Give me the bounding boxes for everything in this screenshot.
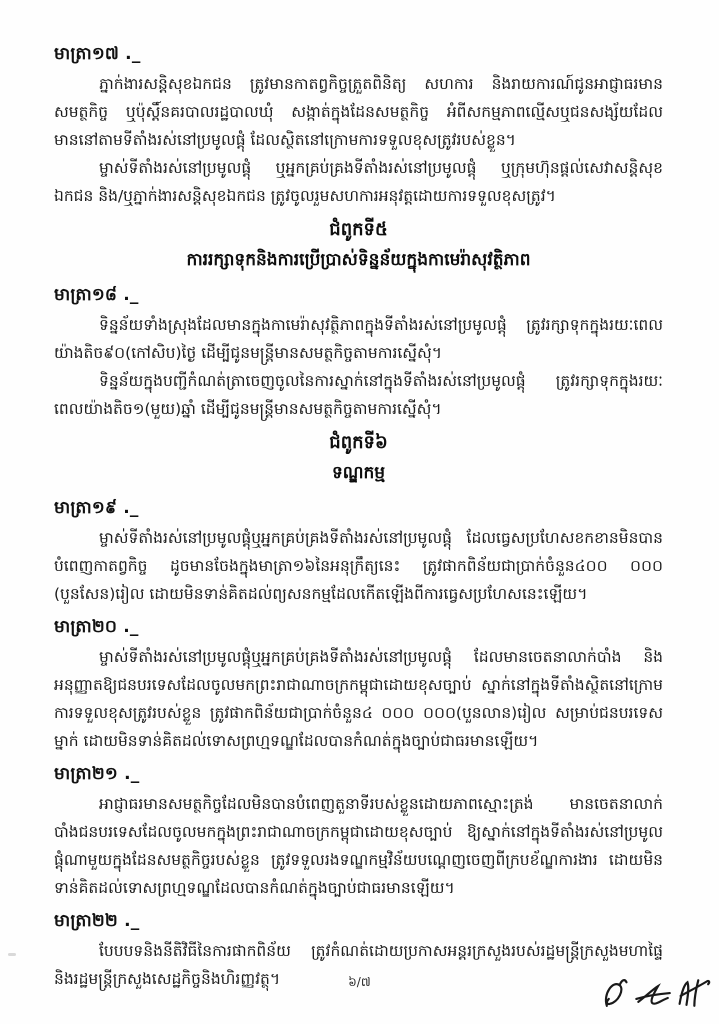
chapter-5-subtitle: ការរក្សាទុកនិងការប្រើប្រាស់ទិន្នន័យក្នុងកាមេរ៉ាសុវត្ថិភាព xyxy=(186,250,531,270)
article-17-paragraph-1: ភ្នាក់ងារសន្តិសុខឯកជន ត្រូវមានកាតព្វកិច្ចត្រួតពិនិត្យ សហការ និងរាយការណ៍ជូនអាជ្ញាធរមានសមត្ថកិច្ច ឬប៉ុស្តិ៍នគរបាលរដ្ឋបាលឃុំ សង្កាត់ក្នុងដែនសមត្ថកិច្ច អំពីសកម្មភាពល្មើសឬជនសង្ស័យដែលមាននៅតាមទីតាំងរស់នៅប្រមូលផ្តុំ ដែលស្ថិតនៅក្រោមការទទួលខុសត្រូវរបស់ខ្លួន។ xyxy=(54,75,663,149)
article-22-paragraph-1: បែបបទនិងនីតិវិធីនៃការផាកពិន័យ ត្រូវកំណត់ដោយប្រកាសអន្តរក្រសួងរបស់រដ្ឋមន្ត្រីក្រសួងមហាផ្ទៃ និងរដ្ឋមន្ត្រីក្រសួងសេដ្ឋកិច្ចនិងហិរញ្ញវត្ថុ។ xyxy=(54,942,663,988)
article-21-paragraph-1: អាជ្ញាធរមានសមត្ថកិច្ចដែលមិនបានបំពេញតួនាទីរបស់ខ្លួនដោយភាពស្មោះត្រង់ មានចេតនាលាក់បាំងជនបរទេសដែលចូលមកក្នុងព្រះរាជាណាចក្រកម្ពុជាដោយខុសច្បាប់ ឱ្យស្នាក់នៅក្នុងទីតាំងរស់នៅប្រមូលផ្តុំណាមួយក្នុងដែនសមត្ថកិច្ចរបស់ខ្លួន ត្រូវទទួលរងទណ្ឌកម្មវិន័យបណ្តេញចេញពីក្របខ័ណ្ឌការងារ ដោយមិនទាន់គិតដល់ទោសព្រហ្មទណ្ឌដែលបានកំណត់ក្នុងច្បាប់ជាធរមានឡើយ។ xyxy=(54,795,663,897)
article-19-heading: មាត្រា១៩ ._ xyxy=(54,498,139,518)
article-17-paragraph-2: ម្ចាស់ទីតាំងរស់នៅប្រមូលផ្តុំ ឬអ្នកគ្រប់គ្រងទីតាំងរស់នៅប្រមូលផ្តុំ ឬក្រុមហ៊ុនផ្តល់សេវាសន្តិសុខឯកជន និង/ឬភ្នាក់ងារសន្តិសុខឯកជន ត្រូវចូលរួមសហការអនុវត្តដោយការទទួលខុសត្រូវ។ xyxy=(54,159,663,205)
signature-initials-icon xyxy=(597,972,715,1020)
document-content xyxy=(54,40,663,993)
chapter-5-heading xyxy=(54,214,663,276)
article-18-paragraph-2: ទិន្នន័យក្នុងបញ្ជីកំណត់ត្រាចេញចូលនៃការស្នាក់នៅក្នុងទីតាំងរស់នៅប្រមូលផ្តុំ ត្រូវរក្សាទុកក្នុងរយៈពេលយ៉ាងតិច១(មួយ)ឆ្នាំ ដើម្បីជូនមន្ត្រីមានសមត្ថកិច្ចតាមការស្នើសុំ។ xyxy=(54,372,663,418)
chapter-5-title: ជំពូកទី៥ xyxy=(329,219,388,240)
chapter-6-title: ជំពូកទី៦ xyxy=(329,432,388,453)
scan-artifact xyxy=(8,953,16,956)
article-18-heading: មាត្រា១៨ ._ xyxy=(54,285,139,305)
article-21-heading: មាត្រា២១ ._ xyxy=(54,764,140,784)
page-number: ៦/៧ xyxy=(348,975,371,989)
article-22-heading: មាត្រា២២ ._ xyxy=(54,911,140,931)
chapter-6-heading xyxy=(54,427,663,489)
article-17-heading: មាត្រា១៧ ._ xyxy=(54,44,141,64)
article-19-paragraph-1: ម្ចាស់ទីតាំងរស់នៅប្រមូលផ្តុំឬអ្នកគ្រប់គ្រងទីតាំងរស់នៅប្រមូលផ្តុំ ដែលធ្វេសប្រហែសខកខានមិនបានបំពេញកាតព្វកិច្ច ដូចមានចែងក្នុងមាត្រា១៦នៃអនុក្រឹត្យនេះ ត្រូវផាកពិន័យជាប្រាក់ចំនួន៤០០ ០០០ (បួនសែន)រៀល ដោយមិនទាន់គិតដល់ព្យសនកម្មដែលកើតឡើងពីការធ្វេសប្រហែសនេះឡើយ។ xyxy=(54,529,663,603)
article-20-heading: មាត្រា២០ ._ xyxy=(54,617,139,637)
article-18-paragraph-1: ទិន្នន័យទាំងស្រុងដែលមានក្នុងកាមេរ៉ាសុវត្ថិភាពក្នុងទីតាំងរស់នៅប្រមូលផ្តុំ ត្រូវរក្សាទុកក្នុងរយៈពេលយ៉ាងតិច៩០(កៅសិប)ថ្ងៃ ដើម្បីជូនមន្ត្រីមានសមត្ថកិច្ចតាមការស្នើសុំ។ xyxy=(54,316,663,362)
chapter-6-subtitle: ទណ្ឌកម្ម xyxy=(331,463,386,483)
article-20-paragraph-1: ម្ចាស់ទីតាំងរស់នៅប្រមូលផ្តុំឬអ្នកគ្រប់គ្រងទីតាំងរស់នៅប្រមូលផ្តុំ ដែលមានចេតនាលាក់បាំង និងអនុញ្ញាតឱ្យជនបរទេសដែលចូលមកព្រះរាជាណាចក្រកម្ពុជាដោយខុសច្បាប់ ស្នាក់នៅក្នុងទីតាំងស្ថិតនៅក្រោមការទទួលខុសត្រូវរបស់ខ្លួន ត្រូវផាកពិន័យជាប្រាក់ចំនួន៤ ០០០ ០០០(បួនលាន)រៀល សម្រាប់ជនបរទេសម្នាក់ ដោយមិនទាន់គិតដល់ទោសព្រហ្មទណ្ឌដែលបានកំណត់ក្នុងច្បាប់ជាធរមានឡើយ។ xyxy=(54,648,663,750)
